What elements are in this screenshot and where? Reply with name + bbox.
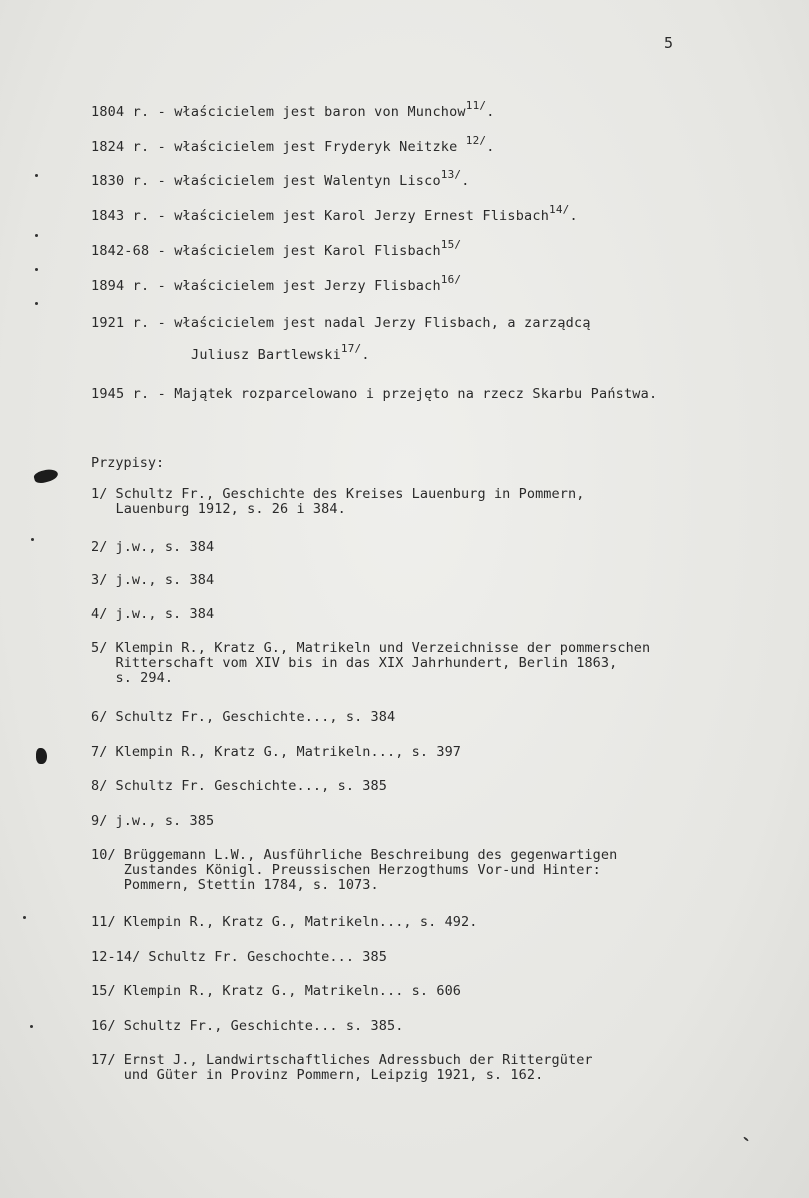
footnote-number: 5/ xyxy=(91,640,108,656)
footnote-number: 11/ xyxy=(91,914,116,930)
footnote xyxy=(91,848,617,893)
entry-row xyxy=(91,315,591,363)
footnote-text: Schultz Fr., Geschichte des Kreises Lauenburg in Pommern, Lauenburg 1912, s. 26 i 384. xyxy=(115,486,585,517)
footnote xyxy=(91,915,477,930)
speck-mark xyxy=(35,268,38,271)
footnote xyxy=(91,1053,593,1083)
entry-text: - właścicielem jest baron von Munchow xyxy=(157,104,466,120)
footnote-text: Schultz Fr. Geschichte..., s. 385 xyxy=(115,778,387,794)
entry-year: 1894 r. xyxy=(91,278,150,294)
entry-ref: 14/ xyxy=(549,203,570,216)
footnote-text: j.w., s. 384 xyxy=(115,539,215,555)
entry-ref: 13/ xyxy=(440,168,462,181)
entry-text: - właścicielem jest Fryderyk Neitzke xyxy=(157,139,466,155)
entry-ref: 17/ xyxy=(340,342,362,355)
footnote-number: 10/ xyxy=(91,847,116,863)
footnote xyxy=(91,950,387,965)
footnote xyxy=(91,814,214,829)
entry-ref: 11/ xyxy=(465,99,487,112)
footnote-text: j.w., s. 384 xyxy=(115,606,215,622)
entry-text: - właścicielem jest Walentyn Lisco xyxy=(157,173,441,189)
footnote-number: 12-14/ xyxy=(91,949,141,965)
speck-mark xyxy=(743,1136,749,1141)
entry-text: - Majątek rozparcelowano i przejęto na rzecz Skarbu Państwa. xyxy=(157,386,658,402)
entry-year: 1804 r. xyxy=(91,104,150,120)
speck-mark xyxy=(23,916,26,919)
entry-year: 1945 r. xyxy=(91,386,150,402)
entry-ref: 15/ xyxy=(440,238,462,251)
footnote xyxy=(91,573,214,588)
footnote-number: 7/ xyxy=(91,744,108,760)
footnote-number: 4/ xyxy=(91,606,108,622)
entry-tail: . xyxy=(361,347,370,363)
footnote-text: Schultz Fr., Geschichte..., s. 384 xyxy=(115,709,396,725)
entry-text: - właścicielem jest nadal Jerzy Flisbach, a zarządcą xyxy=(157,315,591,331)
footnote xyxy=(91,779,387,794)
footnote-number: 1/ xyxy=(91,486,108,502)
footnote-number: 8/ xyxy=(91,778,108,794)
ink-blot-mark xyxy=(33,467,59,485)
entry-year: 1843 r. xyxy=(91,208,150,224)
entry-row xyxy=(91,99,495,120)
footnote-text: Schultz Fr., Geschichte... s. 385. xyxy=(123,1018,404,1034)
entry-ref: 12/ xyxy=(465,134,487,147)
entry-row xyxy=(91,238,462,259)
footnote xyxy=(91,540,214,555)
entry-row xyxy=(91,134,495,155)
entry-tail: . xyxy=(461,173,470,189)
entry-year: 1842-68 xyxy=(91,243,150,259)
entry-tail: . xyxy=(486,104,495,120)
entry-ref: 16/ xyxy=(440,273,462,286)
entry-text: - właścicielem jest Jerzy Flisbach xyxy=(157,278,441,294)
entry-row xyxy=(91,168,470,189)
footnote-number: 15/ xyxy=(91,983,116,999)
footnote xyxy=(91,607,214,622)
entry-row xyxy=(91,273,462,294)
footnote-text: Klempin R., Kratz G., Matrikeln..., s. 397 xyxy=(115,744,462,760)
entry-text: - właścicielem jest Karol Jerzy Ernest Flisbach xyxy=(157,208,550,224)
ink-blot-mark xyxy=(36,748,47,764)
entry-text: - właścicielem jest Karol Flisbach xyxy=(157,243,441,259)
footnote-text: Schultz Fr. Geschochte... 385 xyxy=(148,949,387,965)
footnote-text: Klempin R., Kratz G., Matrikeln und Verzeichnisse der pommerschen Ritterschaft vom XIV bis in das XIX Jahrhundert, Berlin 1863, s. 294. xyxy=(115,640,651,686)
speck-mark xyxy=(35,174,38,177)
speck-mark xyxy=(31,538,34,541)
entry-row xyxy=(91,203,578,224)
footnote xyxy=(91,984,461,999)
footnote xyxy=(91,641,650,686)
entry-continuation-text: Juliusz Bartlewski xyxy=(191,347,341,363)
footnote-text: Ernst J., Landwirtschaftliches Adressbuch der Rittergüter und Güter in Provinz Pommern, Leipzig 1921, s. 162. xyxy=(123,1052,593,1083)
entry-tail: . xyxy=(569,208,578,224)
footnote xyxy=(91,1019,403,1034)
footnote xyxy=(91,710,395,725)
speck-mark xyxy=(35,234,38,237)
footnote-number: 6/ xyxy=(91,709,108,725)
page-number: 5 xyxy=(664,34,674,52)
footnote xyxy=(91,745,461,760)
entry-year: 1921 r. xyxy=(91,315,150,331)
entry-tail: . xyxy=(486,139,495,155)
footnote-text: Klempin R., Kratz G., Matrikeln..., s. 492. xyxy=(123,914,478,930)
footnote-number: 9/ xyxy=(91,813,108,829)
footnote-number: 3/ xyxy=(91,572,108,588)
speck-mark xyxy=(35,302,38,305)
entry-continuation xyxy=(91,342,591,363)
footnote-number: 16/ xyxy=(91,1018,116,1034)
footnote xyxy=(91,487,584,517)
entry-year: 1824 r. xyxy=(91,139,150,155)
footnote-number: 2/ xyxy=(91,539,108,555)
footnotes-heading: Przypisy: xyxy=(91,455,165,471)
footnote-text: Brüggemann L.W., Ausführliche Beschreibung des gegenwartigen Zustandes Königl. Preussischen Herzogthums Vor-und Hinter: Pommern, Stettin 1784, s. 1073. xyxy=(123,847,618,893)
footnote-text: j.w., s. 385 xyxy=(115,813,215,829)
footnote-text: Klempin R., Kratz G., Matrikeln... s. 606 xyxy=(123,983,462,999)
footnote-text: j.w., s. 384 xyxy=(115,572,215,588)
entry-year: 1830 r. xyxy=(91,173,150,189)
speck-mark xyxy=(30,1025,33,1028)
footnote-number: 17/ xyxy=(91,1052,116,1068)
entry-row xyxy=(91,386,657,402)
